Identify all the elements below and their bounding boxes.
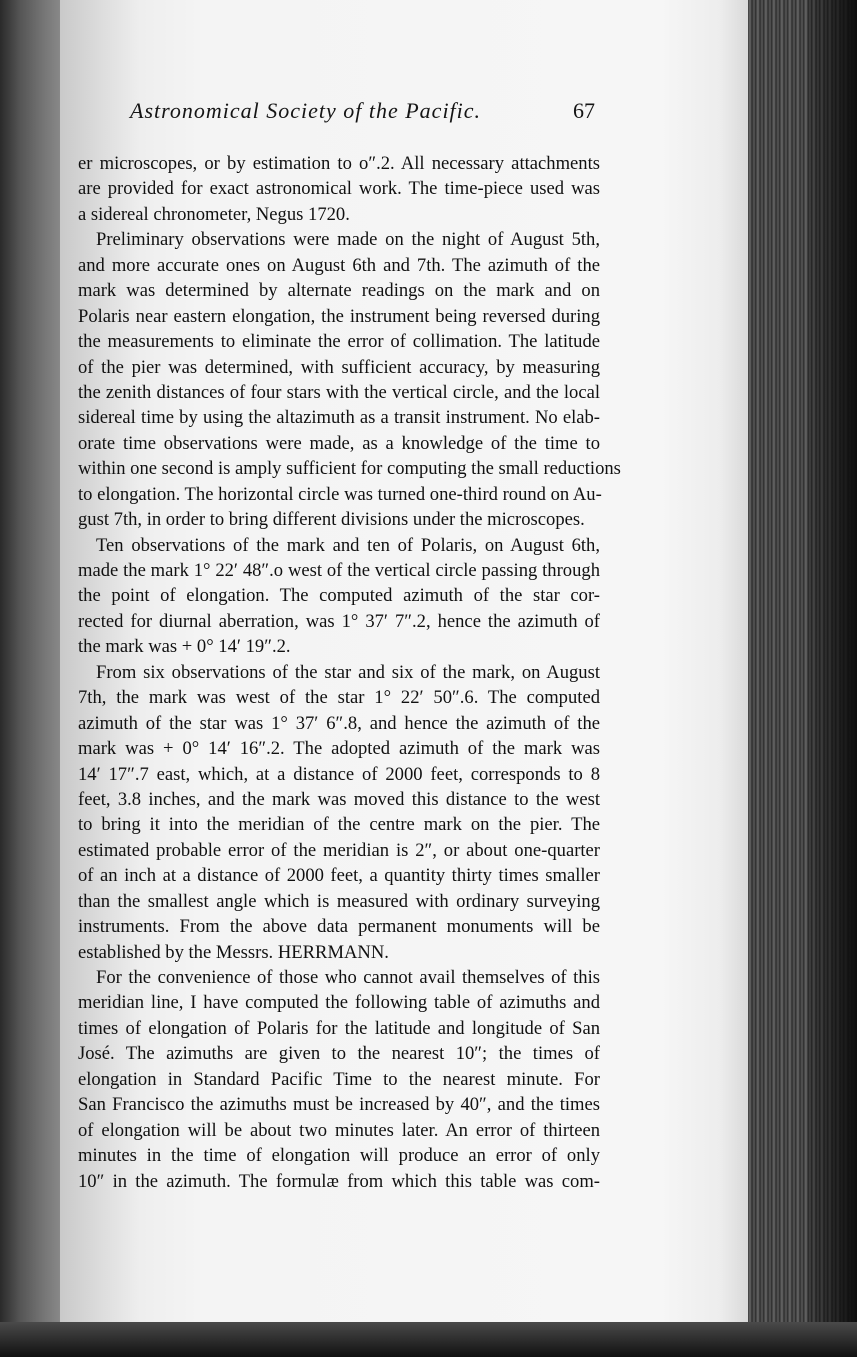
text-line: times of elongation of Polaris for the latitude and longitude of San <box>78 1017 600 1039</box>
body-text <box>78 151 621 1194</box>
text-line: within one second is amply sufficient for computing the small reductions <box>78 458 621 480</box>
text-line: made the mark 1° 22′ 48″.o west of the vertical circle passing through <box>78 560 600 581</box>
text-line: mark was + 0° 14′ 16″.2. The adopted azimuth of the mark was <box>78 738 600 760</box>
text-line: 10″ in the azimuth. The formulæ from which this table was com- <box>78 1170 600 1192</box>
text-line: mark was determined by alternate readings on the mark and on <box>78 280 600 302</box>
text-line: gust 7th, in order to bring different divisions under the microscopes. <box>78 509 585 531</box>
running-title: Astronomical Society of the Pacific. <box>130 98 482 123</box>
text-line: orate time observations were made, as a knowledge of the time to <box>78 432 600 454</box>
text-line: azimuth of the star was 1° 37′ 6″.8, and hence the azimuth of the <box>78 712 600 734</box>
text-line: Preliminary observations were made on the night of August 5th, <box>96 229 600 251</box>
text-line: minutes in the time of elongation will produce an error of only <box>78 1145 600 1167</box>
text-line: 14′ 17″.7 east, which, at a distance of 2000 feet, corresponds to 8 <box>78 763 600 785</box>
text-line: to elongation. The horizontal circle was turned one-third round on Au- <box>78 483 602 505</box>
text-line: of elongation will be about two minutes later. An error of thirteen <box>78 1119 600 1141</box>
page-number: 67 <box>573 98 595 123</box>
bottom-shadow <box>0 1322 857 1357</box>
text-line: are provided for exact astronomical work. The time-piece used was <box>78 178 600 200</box>
page-stack-edge <box>748 0 857 1357</box>
text-line: From six observations of the star and six of the mark, on August <box>96 661 600 683</box>
text-line: er microscopes, or by estimation to o″.2. All necessary attachments <box>78 153 600 174</box>
text-line: sidereal time by using the altazimuth as a transit instrument. No elab- <box>78 407 600 429</box>
text-line: rected for diurnal aberration, was 1° 37′ 7″.2, hence the azimuth of <box>78 610 600 632</box>
text-line: a sidereal chronometer, Negus 1720. <box>78 203 350 225</box>
text-line: of an inch at a distance of 2000 feet, a quantity thirty times smaller <box>78 865 600 887</box>
text-line: 7th, the mark was west of the star 1° 22′ 50″.6. The computed <box>78 687 600 709</box>
text-line: the measurements to eliminate the error of collimation. The latitude <box>78 331 600 353</box>
text-line: of the pier was determined, with sufficient accuracy, by measuring <box>78 356 600 378</box>
text-line: San Francisco the azimuths must be increased by 40″, and the times <box>78 1094 600 1116</box>
text-line: José. The azimuths are given to the nearest 10″; the times of <box>78 1043 600 1065</box>
text-line: elongation in Standard Pacific Time to the nearest minute. For <box>78 1068 600 1090</box>
text-line: meridian line, I have computed the following table of azimuths and <box>78 992 600 1014</box>
text-line: than the smallest angle which is measured with ordinary surveying <box>78 890 600 912</box>
text-line: estimated probable error of the meridian is 2″, or about one-quarter <box>78 839 600 861</box>
text-line: instruments. From the above data permanent monuments will be <box>78 916 600 938</box>
text-line: For the convenience of those who cannot avail themselves of this <box>96 967 600 988</box>
text-line: established by the Messrs. HERRMANN. <box>78 941 389 963</box>
text-line: Ten observations of the mark and ten of Polaris, on August 6th, <box>96 534 600 556</box>
text-line: Polaris near eastern elongation, the instrument being reversed during <box>78 305 600 327</box>
text-line: the mark was + 0° 14′ 19″.2. <box>78 636 291 658</box>
text-line: and more accurate ones on August 6th and 7th. The azimuth of the <box>78 254 600 276</box>
text-line: the point of elongation. The computed azimuth of the star cor- <box>78 585 600 607</box>
text-line: the zenith distances of four stars with the vertical circle, and the local <box>78 381 600 403</box>
text-line: to bring it into the meridian of the centre mark on the pier. The <box>78 814 600 836</box>
text-line: feet, 3.8 inches, and the mark was moved this distance to the west <box>78 788 600 810</box>
